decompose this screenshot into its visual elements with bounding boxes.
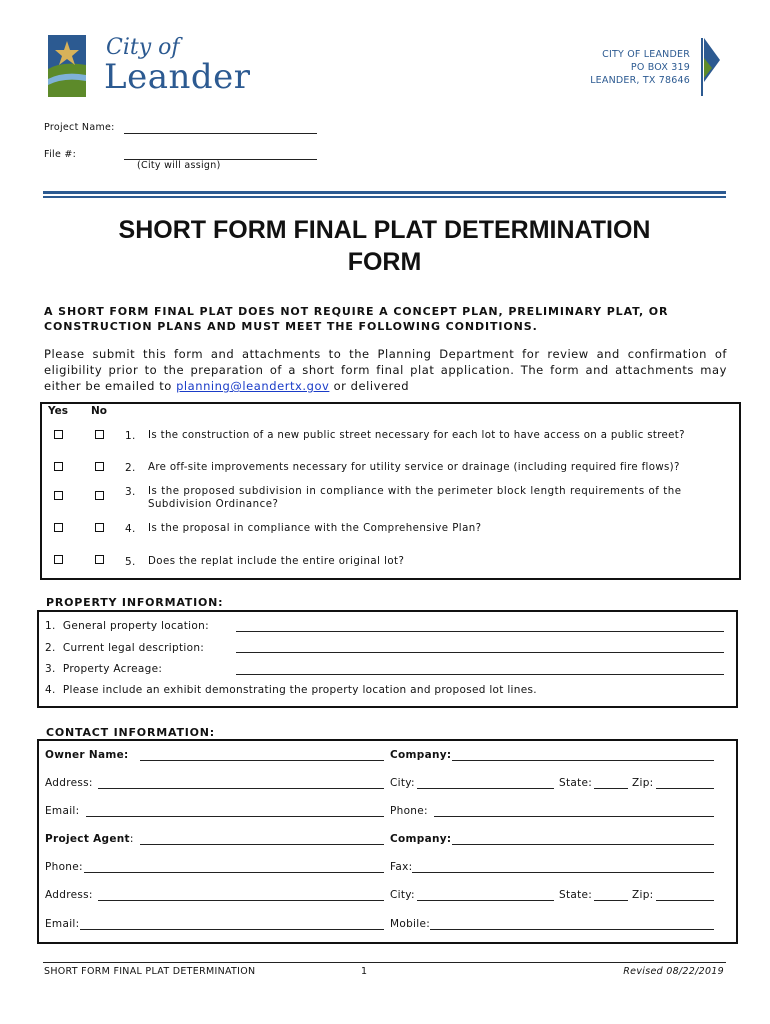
property-heading: PROPERTY INFORMATION:: [46, 596, 224, 609]
q2-number: 2.: [125, 462, 136, 474]
agent-zip-field[interactable]: [656, 900, 714, 901]
q3-text: Is the proposed subdivision in compliance with the perimeter block length requirements of the: [148, 486, 682, 497]
agent-state-label: State:: [559, 889, 593, 901]
address-line-1: CITY OF LEANDER: [602, 49, 690, 60]
agent-phone-label: Phone:: [45, 861, 83, 873]
footer-page-number: 1: [361, 966, 368, 977]
project-agent-colon: :: [129, 833, 134, 845]
property-item-3-label: Property Acreage:: [62, 663, 163, 675]
intro-paragraph: [44, 346, 727, 394]
agent-company-label: Company:: [390, 833, 452, 845]
q5-number: 5.: [125, 556, 136, 568]
project-name-field[interactable]: [124, 133, 317, 134]
address-line-2: PO BOX 319: [630, 62, 690, 73]
title-rule-bottom: [43, 196, 726, 198]
agent-phone-field[interactable]: [84, 872, 384, 873]
agent-zip-label: Zip:: [632, 889, 654, 901]
agent-fax-label: Fax:: [390, 861, 413, 873]
property-item-2-label: Current legal description:: [62, 642, 205, 654]
q1-text: Is the construction of a new public street necessary for each lot to have access on a public street?: [148, 430, 685, 441]
q4-number: 4.: [125, 523, 136, 535]
logo-text-main: Leander: [104, 57, 251, 97]
legal-description-field[interactable]: [236, 652, 724, 653]
owner-zip-label: Zip:: [632, 777, 654, 789]
owner-phone-label: Phone:: [390, 805, 428, 817]
project-agent-field[interactable]: [140, 844, 384, 845]
agent-email-label: Email:: [45, 918, 80, 930]
property-item-4-number: 4.: [45, 684, 56, 696]
logo-text-top: City of: [106, 35, 180, 60]
property-item-1-label: General property location:: [62, 620, 209, 632]
intro-conditions: A SHORT FORM FINAL PLAT DOES NOT REQUIRE A CONCEPT PLAN, PRELIMINARY PLAT, OR CONSTRUCTION PLANS AND MUST MEET THE FOLLOWING CONDITIONS.: [44, 305, 669, 333]
header-address: [590, 48, 690, 87]
owner-name-field[interactable]: [140, 760, 384, 761]
owner-phone-field[interactable]: [434, 816, 714, 817]
project-name-label: Project Name:: [44, 122, 115, 133]
form-title: [43, 214, 726, 278]
property-item-4-label: Please include an exhibit demonstrating the property location and proposed lot lines.: [62, 684, 537, 696]
logo-emblem-icon: [48, 35, 86, 97]
agent-mobile-label: Mobile:: [390, 918, 431, 930]
owner-address-label: Address:: [45, 777, 93, 789]
title-rule-top: [43, 191, 726, 194]
agent-company-field[interactable]: [452, 844, 714, 845]
owner-state-label: State:: [559, 777, 593, 789]
agent-mobile-field[interactable]: [430, 929, 714, 930]
q4-text: Is the proposal in compliance with the Comprehensive Plan?: [148, 523, 482, 534]
project-agent-label: [45, 833, 134, 845]
q1-yes-checkbox[interactable]: [54, 430, 63, 439]
owner-state-field[interactable]: [594, 788, 628, 789]
q2-text: Are off-site improvements necessary for utility service or drainage (including required fire flows)?: [148, 462, 680, 473]
city-logo: [46, 33, 251, 99]
owner-email-label: Email:: [45, 805, 80, 817]
property-item-3-number: 3.: [45, 663, 56, 675]
agent-address-field[interactable]: [98, 900, 384, 901]
footer-revised: Revised 08/22/2019: [623, 966, 724, 977]
intro-text-after: or delivered: [329, 379, 410, 393]
owner-name-label: Owner Name:: [45, 749, 129, 761]
header-divider: [701, 38, 703, 96]
owner-email-field[interactable]: [86, 816, 384, 817]
property-item-1: [45, 620, 209, 632]
owner-city-field[interactable]: [417, 788, 554, 789]
contact-box: [37, 739, 738, 944]
q4-yes-checkbox[interactable]: [54, 523, 63, 532]
intro-text-before: Please submit this form and attachments to the Planning Department for review and confirmation of eligibility prior to the preparation of a short form final plat application. The form and attachments may either be emailed to: [44, 347, 727, 393]
property-item-4: [45, 684, 537, 696]
agent-address-label: Address:: [45, 889, 93, 901]
q1-no-checkbox[interactable]: [95, 430, 104, 439]
property-item-2: [45, 642, 204, 654]
q2-yes-checkbox[interactable]: [54, 462, 63, 471]
property-item-1-number: 1.: [45, 620, 56, 632]
agent-email-field[interactable]: [80, 929, 384, 930]
no-column-header: No: [91, 405, 108, 417]
q3-number: 3.: [125, 486, 136, 498]
address-line-3: LEANDER, TX 78646: [590, 75, 690, 86]
footer-title: SHORT FORM FINAL PLAT DETERMINATION: [44, 966, 256, 977]
file-number-label: File #:: [44, 149, 77, 160]
planning-email-link[interactable]: planning@leandertx.gov: [176, 379, 330, 393]
property-item-3: [45, 663, 162, 675]
owner-company-label: Company:: [390, 749, 452, 761]
form-title-line-1: SHORT FORM FINAL PLAT DETERMINATION: [118, 216, 651, 244]
agent-state-field[interactable]: [594, 900, 628, 901]
owner-zip-field[interactable]: [656, 788, 714, 789]
form-title-line-2: FORM: [347, 248, 422, 276]
header-arrow-icon: [704, 38, 720, 82]
owner-address-field[interactable]: [98, 788, 384, 789]
agent-city-label: City:: [390, 889, 415, 901]
q4-no-checkbox[interactable]: [95, 523, 104, 532]
q5-no-checkbox[interactable]: [95, 555, 104, 564]
q1-number: 1.: [125, 430, 136, 442]
yes-column-header: Yes: [48, 405, 69, 417]
q5-yes-checkbox[interactable]: [54, 555, 63, 564]
property-item-2-number: 2.: [45, 642, 56, 654]
property-location-field[interactable]: [236, 631, 724, 632]
agent-fax-field[interactable]: [412, 872, 714, 873]
agent-city-field[interactable]: [417, 900, 554, 901]
property-acreage-field[interactable]: [236, 674, 724, 675]
q3-text-continued: Subdivision Ordinance?: [148, 499, 279, 510]
project-agent-text: Project Agent: [45, 833, 130, 845]
q3-no-checkbox[interactable]: [95, 491, 104, 500]
file-number-note: (City will assign): [137, 160, 221, 171]
owner-company-field[interactable]: [452, 760, 714, 761]
q2-no-checkbox[interactable]: [95, 462, 104, 471]
contact-heading: CONTACT INFORMATION:: [46, 726, 215, 739]
footer-rule: [43, 962, 726, 963]
q3-yes-checkbox[interactable]: [54, 491, 63, 500]
q5-text: Does the replat include the entire original lot?: [148, 556, 405, 567]
owner-city-label: City:: [390, 777, 415, 789]
